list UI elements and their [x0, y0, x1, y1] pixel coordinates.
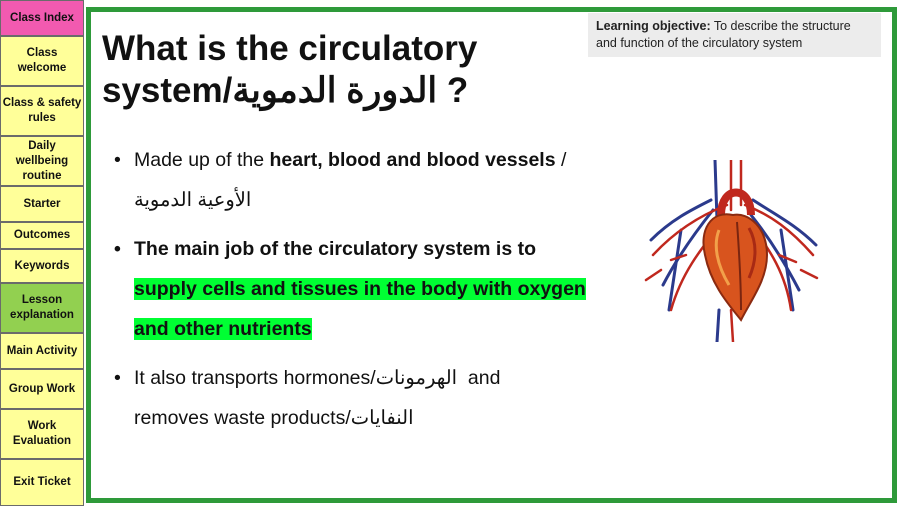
- highlighted-text: supply cells and tissues in the body with oxygen: [134, 278, 586, 300]
- nav-label: Daily wellbeing routine: [15, 139, 69, 182]
- nav-label: Keywords: [14, 259, 70, 272]
- nav-class-index-button[interactable]: [0, 0, 84, 36]
- highlighted-text: and other nutrients: [134, 318, 312, 340]
- slide-title-line2: system/الدورة الدموية ?: [102, 71, 469, 110]
- nav-label: Lesson explanation: [10, 294, 74, 321]
- learning-objective-label: Learning objective:: [596, 19, 711, 33]
- bullet-composition: [112, 140, 612, 220]
- nav-group-work-button[interactable]: [0, 369, 84, 409]
- nav-label: Group Work: [8, 382, 76, 395]
- bullet-arabic-text: الأوعية الدموية: [134, 189, 252, 211]
- nav-label: Work Evaluation: [12, 420, 72, 447]
- bullet-text: and: [457, 367, 501, 389]
- bullet-bold-text: The main job of the circulatory system is to: [134, 238, 537, 260]
- nav-class-safety-rules-button[interactable]: [0, 86, 84, 136]
- circulatory-system-heart-icon: [641, 160, 821, 342]
- nav-label: Outcomes: [13, 229, 71, 241]
- nav-lesson-explanation-button[interactable]: [0, 283, 84, 333]
- slide-title-line1: What is the circulatory: [102, 29, 478, 68]
- bullet-text: removes waste products/: [134, 407, 351, 429]
- bullet-text: /: [555, 149, 567, 171]
- bullet-transport: [112, 358, 612, 438]
- nav-main-activity-button[interactable]: [0, 333, 84, 369]
- nav-label: Starter: [23, 197, 61, 210]
- nav-label: Exit Ticket: [13, 476, 71, 488]
- bullet-text: Made up of the: [134, 149, 270, 171]
- learning-objective-box: [588, 13, 881, 57]
- bullet-text: It also transports hormones/: [134, 367, 376, 389]
- nav-exit-ticket-button[interactable]: [0, 459, 84, 506]
- nav-label: Class Index: [10, 11, 74, 24]
- slide-title: [102, 28, 572, 112]
- nav-class-welcome-button[interactable]: [0, 36, 84, 86]
- nav-label: Class welcome: [17, 47, 67, 74]
- nav-keywords-button[interactable]: [0, 249, 84, 283]
- lesson-nav-sidebar: [0, 0, 86, 506]
- bullet-main-job: [112, 229, 612, 349]
- nav-outcomes-button[interactable]: [0, 222, 84, 249]
- learning-objective-text: To describe the structure and function of the circulatory system: [596, 19, 851, 50]
- nav-work-evaluation-button[interactable]: [0, 409, 84, 459]
- bullet-bold-text: heart, blood and blood vessels: [269, 149, 556, 171]
- nav-starter-button[interactable]: [0, 186, 84, 222]
- nav-label: Main Activity: [6, 344, 78, 357]
- bullet-arabic-text: النفايات: [350, 407, 414, 429]
- bullet-arabic-text: الهرمونات: [375, 367, 458, 389]
- nav-label: Class & safety rules: [2, 97, 82, 124]
- bullet-list: [112, 140, 612, 447]
- nav-daily-wellbeing-button[interactable]: [0, 136, 84, 186]
